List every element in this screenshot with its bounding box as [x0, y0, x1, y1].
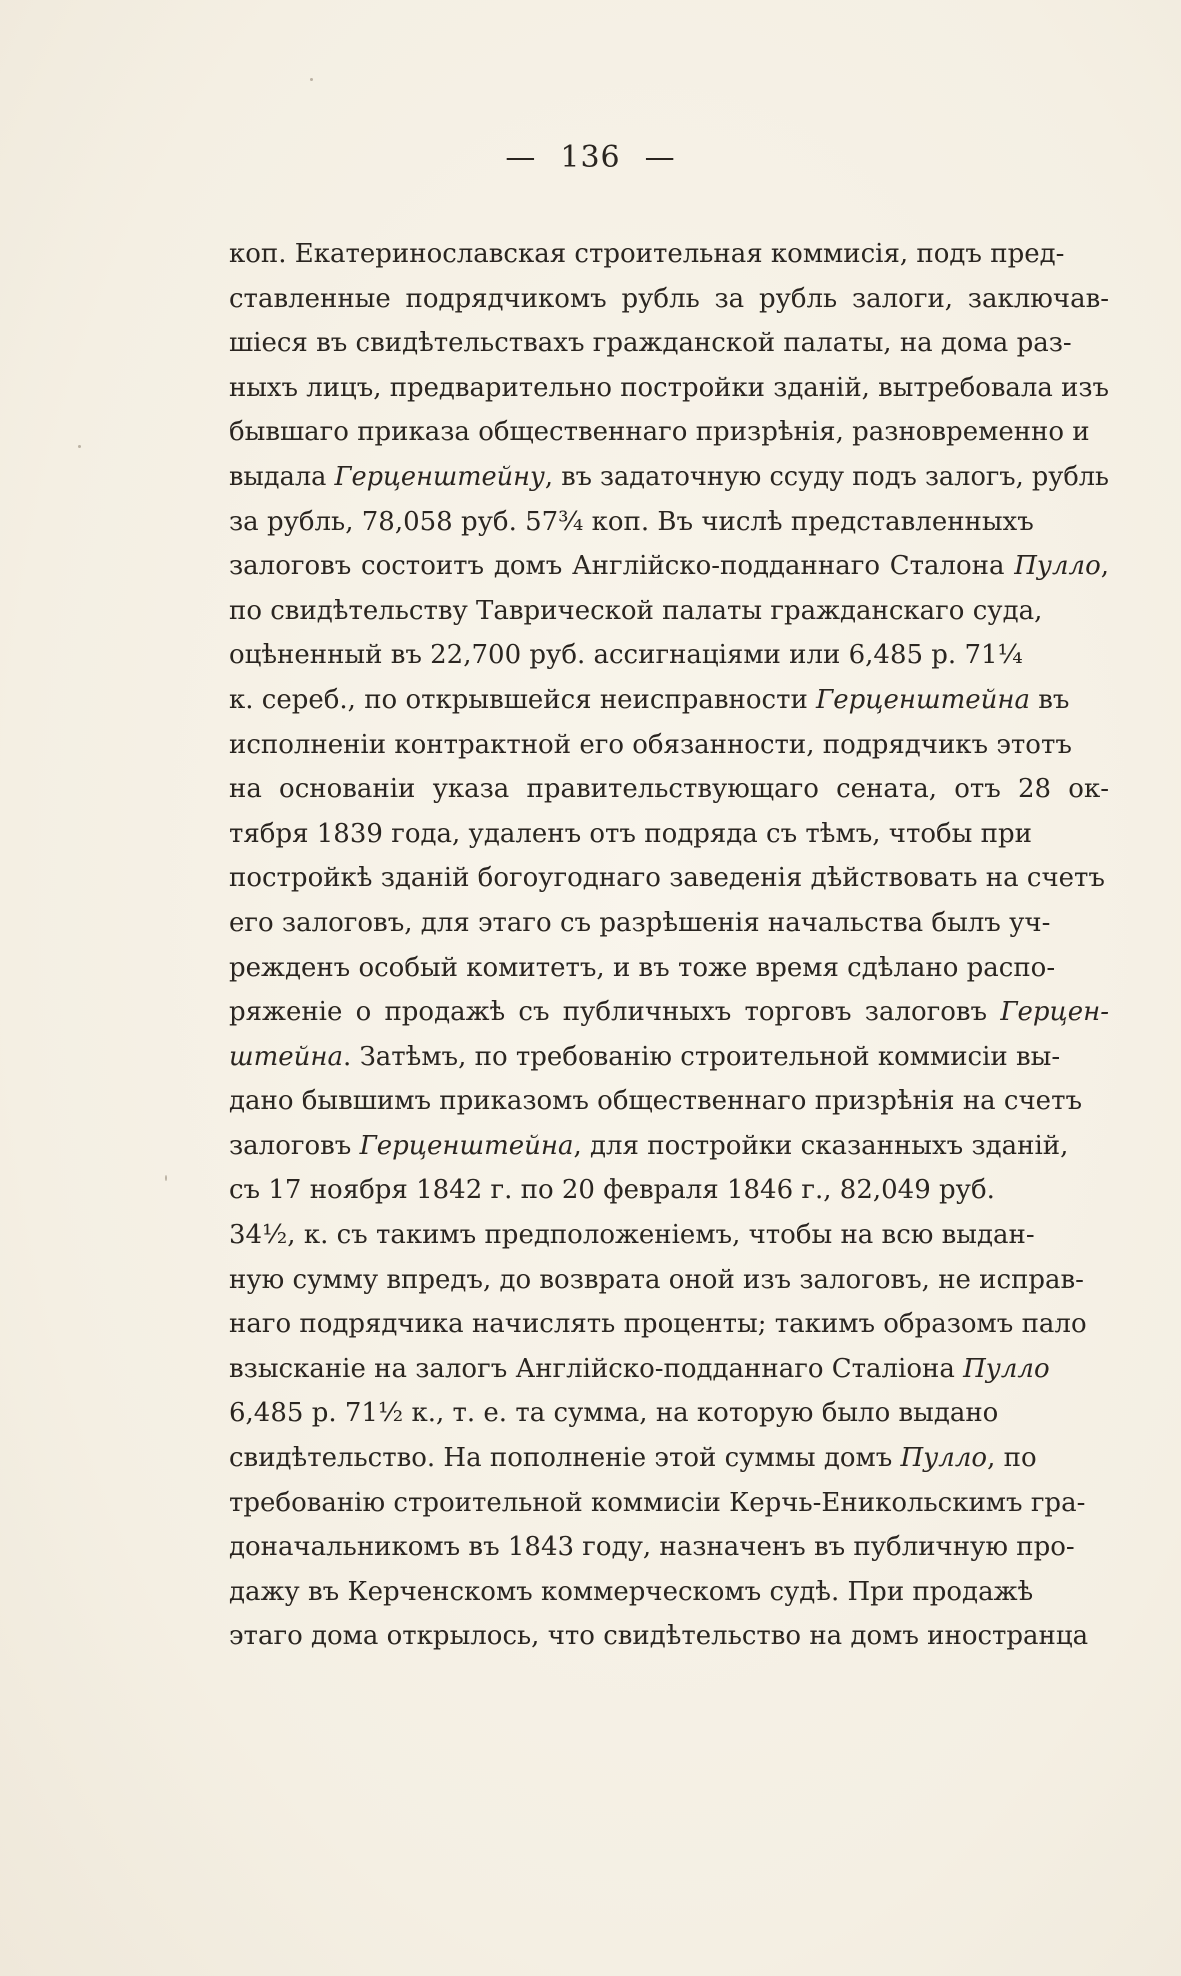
- page-number-dash-right: —: [644, 140, 676, 175]
- text-line: залоговъ состоитъ домъ Англійско-подданнаго Сталона Пулло,: [229, 551, 1109, 582]
- paper-speck: [165, 1175, 167, 1181]
- body-text: [229, 232, 1109, 1659]
- paper-speck: [78, 445, 81, 448]
- text-line: наго подрядчика начислять проценты; такимъ образомъ пало: [229, 1309, 1087, 1340]
- text-line: штейна. Затѣмъ, по требованію строительной коммисіи вы-: [229, 1041, 1061, 1072]
- text-line: ставленные подрядчикомъ рубль за рубль залоги, заключав-: [229, 283, 1109, 314]
- text-line: режденъ особый комитетъ, и въ тоже время сдѣлано распо-: [229, 952, 1056, 983]
- text-line: ную сумму впредъ, до возврата оной изъ залоговъ, не исправ-: [229, 1264, 1084, 1295]
- text-line: требованію строительной коммисіи Керчь-Еникольскимъ гра-: [229, 1487, 1086, 1518]
- text-line: оцѣненный въ 22,700 руб. ассигнаціями или 6,485 р. 71¼: [229, 640, 1023, 671]
- text-line: за рубль, 78,058 руб. 57¾ коп. Въ числѣ представленныхъ: [229, 506, 1034, 537]
- text-line: 6,485 р. 71½ к., т. е. та сумма, на которую было выдано: [229, 1398, 999, 1429]
- text-line: шіеся въ свидѣтельствахъ гражданской палаты, на дома раз-: [229, 328, 1072, 359]
- text-line: этаго дома открылось, что свидѣтельство на домъ иностранца: [229, 1621, 1089, 1652]
- text-line: постройкѣ зданій богоугоднаго заведенія дѣйствовать на счетъ: [229, 863, 1105, 894]
- text-line: дажу въ Керченскомъ коммерческомъ судѣ. При продажѣ: [229, 1576, 1034, 1607]
- page-number: [0, 140, 1181, 175]
- text-line: его залоговъ, для этаго съ разрѣшенія начальства былъ уч-: [229, 907, 1051, 938]
- text-line: тября 1839 года, удаленъ отъ подряда съ тѣмъ, чтобы при: [229, 818, 1032, 849]
- paper-speck: [310, 78, 313, 81]
- text-line: дано бывшимъ приказомъ общественнаго призрѣнія на счетъ: [229, 1086, 1083, 1117]
- text-line: 34½, к. съ такимъ предположеніемъ, чтобы на всю выдан-: [229, 1220, 1035, 1251]
- page-number-value: 136: [560, 140, 621, 175]
- text-line: бывшаго приказа общественнаго призрѣнія, разновременно и: [229, 417, 1090, 448]
- text-line: доначальникомъ въ 1843 году, назначенъ въ публичную про-: [229, 1532, 1075, 1563]
- text-line: ныхъ лицъ, предварительно постройки зданій, вытребовала изъ: [229, 372, 1109, 403]
- text-line: к. сереб., по открывшейся неисправности Герценштейна въ: [229, 684, 1070, 715]
- page-number-dash-left: —: [505, 140, 537, 175]
- text-line: съ 17 ноября 1842 г. по 20 февраля 1846 г., 82,049 руб.: [229, 1175, 995, 1206]
- text-line: свидѣтельство. На пополненіе этой суммы домъ Пулло, по: [229, 1443, 1037, 1474]
- text-line: залоговъ Герценштейна, для постройки сказанныхъ зданій,: [229, 1130, 1069, 1161]
- text-line: на основаніи указа правительствующаго сената, отъ 28 ок-: [229, 774, 1109, 805]
- text-line: коп. Екатеринославская строительная коммисія, подъ пред-: [229, 239, 1065, 269]
- text-line: взысканіе на залогъ Англійско-подданнаго Сталіона Пулло: [229, 1353, 1050, 1384]
- text-line: по свидѣтельству Таврической палаты гражданскаго суда,: [229, 595, 1043, 626]
- text-line: ряженіе о продажѣ съ публичныхъ торговъ залоговъ Герцен-: [229, 997, 1109, 1028]
- text-line: выдала Герценштейну, въ задаточную ссуду подъ залогъ, рубль: [229, 461, 1109, 492]
- text-line: исполненіи контрактной его обязанности, подрядчикъ этотъ: [229, 729, 1072, 760]
